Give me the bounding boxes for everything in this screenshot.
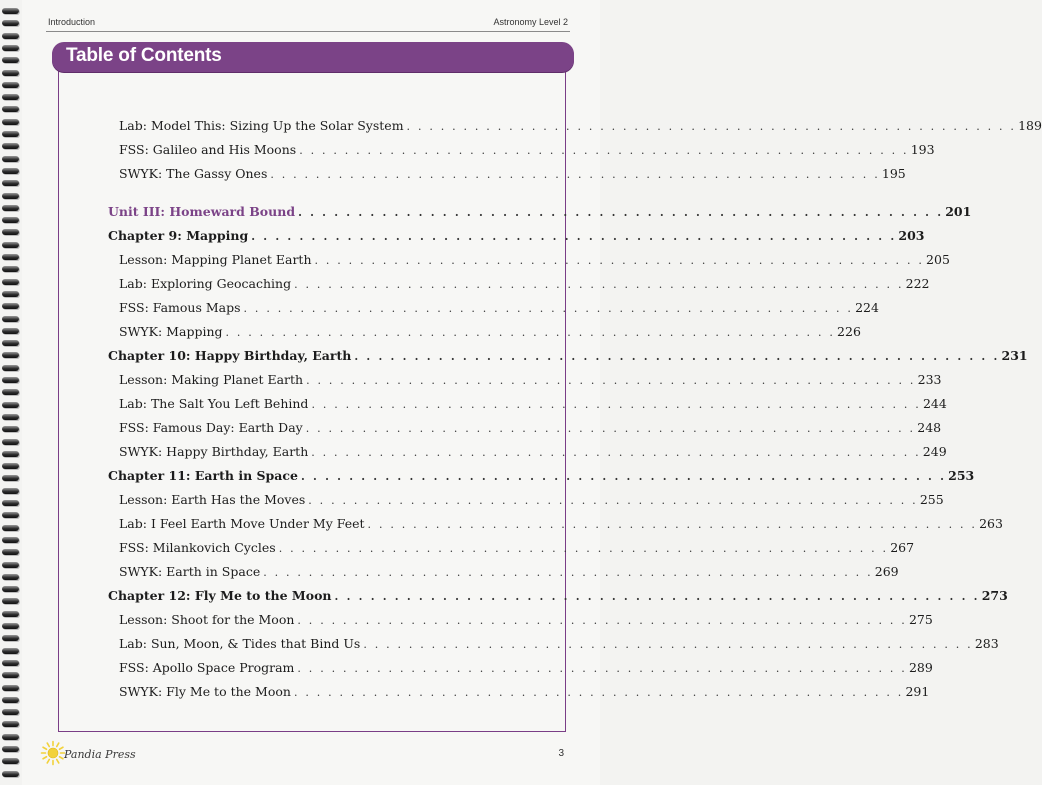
dot-leader: . . . . . . . . . . . . . . . . . . . . . . . . . . . . . . . . . . . . . . . . . . . . . . . . . . . . . . [297, 662, 907, 675]
dot-leader: . . . . . . . . . . . . . . . . . . . . . . . . . . . . . . . . . . . . . . . . . . . . . . . . . . . . . . [300, 470, 947, 483]
toc-entry-page: 289 [908, 660, 933, 675]
toc-entry-label: FSS: Famous Day: Earth Day [119, 420, 303, 435]
toc-banner [52, 42, 574, 72]
dot-leader: . . . . . . . . . . . . . . . . . . . . . . . . . . . . . . . . . . . . . . . . . . . . . . . . . . . . . . [243, 302, 854, 315]
spiral-coil [2, 623, 19, 629]
toc-entry-page: 201 [945, 204, 972, 219]
spiral-coil [2, 168, 19, 174]
toc-entry [119, 660, 933, 675]
dot-leader: . . . . . . . . . . . . . . . . . . . . . . . . . . . . . . . . . . . . . . . . . . . . . . . . . . . . . . [363, 638, 973, 651]
toc-entry-page: 275 [908, 612, 933, 627]
toc-entry-label: Chapter 12: Fly Me to the Moon [108, 588, 332, 603]
spiral-coil [2, 463, 19, 469]
spiral-coil [2, 303, 19, 309]
toc-chapter-entry [108, 588, 1008, 603]
toc-entry [119, 420, 942, 435]
toc-entry [119, 324, 861, 339]
toc-entry-label: FSS: Galileo and His Moons [119, 142, 297, 157]
dot-leader: . . . . . . . . . . . . . . . . . . . . . . . . . . . . . . . . . . . . . . . . . . . . . . . . . . . . . . [306, 374, 916, 387]
page-number: 3 [558, 748, 564, 759]
spiral-coil [2, 20, 19, 26]
spiral-coil [2, 131, 19, 137]
toc-unit-entry [108, 204, 972, 219]
toc-entry [119, 612, 933, 627]
dot-leader: . . . . . . . . . . . . . . . . . . . . . . . . . . . . . . . . . . . . . . . . . . . . . . . . . . . . . . [308, 494, 918, 507]
spiral-coil [2, 106, 19, 112]
spiral-coil [2, 291, 19, 297]
toc-entry-page: 283 [974, 636, 999, 651]
toc-entry-label: FSS: Apollo Space Program [119, 660, 295, 675]
toc-entry-page: 248 [917, 420, 942, 435]
spiral-coil [2, 414, 19, 420]
toc-entry [119, 636, 999, 651]
toc-entry-label: Lesson: Mapping Planet Earth [119, 252, 312, 267]
toc-entry-page: 203 [898, 228, 925, 243]
spiral-coil [2, 180, 19, 186]
spiral-binding [0, 8, 22, 783]
toc-entry [119, 396, 947, 411]
spiral-coil [2, 660, 19, 666]
dot-leader: . . . . . . . . . . . . . . . . . . . . . . . . . . . . . . . . . . . . . . . . . . . . . . . . . . . . . . [367, 518, 978, 531]
dot-leader: . . . . . . . . . . . . . . . . . . . . . . . . . . . . . . . . . . . . . . . . . . . . . . . . . . . . . . [334, 590, 980, 603]
dot-leader: . . . . . . . . . . . . . . . . . . . . . . . . . . . . . . . . . . . . . . . . . . . . . . . . . . . . . . [406, 120, 1017, 133]
toc-frame [58, 56, 566, 732]
toc-entry [119, 252, 950, 267]
toc-entry [119, 444, 947, 459]
spiral-coil [2, 229, 19, 235]
toc-entry-label: Lab: Sun, Moon, & Tides that Bind Us [119, 636, 361, 651]
spiral-coil [2, 33, 19, 39]
spiral-coil [2, 746, 19, 752]
dot-leader: . . . . . . . . . . . . . . . . . . . . . . . . . . . . . . . . . . . . . . . . . . . . . . . . . . . . . . [251, 230, 897, 243]
spiral-coil [2, 562, 19, 568]
spiral-coil [2, 426, 19, 432]
spiral-coil [2, 156, 19, 162]
dot-leader: . . . . . . . . . . . . . . . . . . . . . . . . . . . . . . . . . . . . . . . . . . . . . . . . . . . . . . [354, 350, 1000, 363]
toc-entry-label: SWYK: The Gassy Ones [119, 166, 268, 181]
spiral-coil [2, 549, 19, 555]
toc-entry-page: 205 [926, 252, 950, 267]
toc-entry-label: Chapter 11: Earth in Space [108, 468, 298, 483]
toc-entry-label: Lab: Exploring Geocaching [119, 276, 292, 291]
toc-entry-page: 226 [837, 324, 861, 339]
spiral-coil [2, 242, 19, 248]
toc-entry-page: 291 [905, 684, 930, 699]
toc-entry-label: Lab: The Salt You Left Behind [119, 396, 309, 411]
spiral-coil [2, 512, 19, 518]
toc-chapter-entry [108, 468, 975, 483]
spiral-coil [2, 697, 19, 703]
toc-chapter-entry [108, 348, 1028, 363]
toc-entry-page: 195 [881, 166, 906, 181]
spiral-coil [2, 611, 19, 617]
spiral-coil [2, 254, 19, 260]
spiral-coil [2, 537, 19, 543]
spiral-coil [2, 402, 19, 408]
publisher-name: Pandia Press [64, 748, 136, 761]
toc-entry-label: SWYK: Mapping [119, 324, 223, 339]
toc-entry-page: 255 [919, 492, 944, 507]
dot-leader: . . . . . . . . . . . . . . . . . . . . . . . . . . . . . . . . . . . . . . . . . . . . . . . . . . . . . . [311, 446, 921, 459]
toc-entry-page: 273 [981, 588, 1008, 603]
spiral-coil [2, 94, 19, 100]
header-rule [46, 31, 570, 32]
dot-leader: . . . . . . . . . . . . . . . . . . . . . . . . . . . . . . . . . . . . . . . . . . . . . . . . . . . . . . [298, 206, 944, 219]
spiral-coil [2, 500, 19, 506]
toc-entry-page: 263 [979, 516, 1003, 531]
spiral-coil [2, 143, 19, 149]
spiral-coil [2, 685, 19, 691]
toc-entry [119, 276, 930, 291]
running-header-right: Astronomy Level 2 [493, 17, 568, 27]
toc-entry-page: 189 [1018, 118, 1042, 133]
toc-entry-page: 224 [855, 300, 879, 315]
spiral-coil [2, 45, 19, 51]
spiral-coil [2, 8, 19, 14]
spiral-coil [2, 672, 19, 678]
toc-entry-label: Chapter 10: Happy Birthday, Earth [108, 348, 352, 363]
dot-leader: . . . . . . . . . . . . . . . . . . . . . . . . . . . . . . . . . . . . . . . . . . . . . . . . . . . . . . [270, 168, 880, 181]
dot-leader: . . . . . . . . . . . . . . . . . . . . . . . . . . . . . . . . . . . . . . . . . . . . . . . . . . . . . . [293, 686, 904, 699]
toc-title: Table of Contents [66, 45, 222, 66]
dot-leader: . . . . . . . . . . . . . . . . . . . . . . . . . . . . . . . . . . . . . . . . . . . . . . . . . . . . . . [278, 542, 889, 555]
toc-entry [119, 564, 899, 579]
toc-entry-label: Lesson: Making Planet Earth [119, 372, 304, 387]
spiral-coil [2, 635, 19, 641]
toc-entry-page: 231 [1001, 348, 1028, 363]
toc-entry-label: SWYK: Fly Me to the Moon [119, 684, 291, 699]
toc-entry-page: 244 [922, 396, 947, 411]
toc-entry-label: FSS: Milankovich Cycles [119, 540, 276, 555]
spiral-coil [2, 586, 19, 592]
spiral-coil [2, 205, 19, 211]
toc-entry-page: 233 [917, 372, 942, 387]
toc-entry-label: Chapter 9: Mapping [108, 228, 249, 243]
toc-entry-label: Lab: I Feel Earth Move Under My Feet [119, 516, 365, 531]
dot-leader: . . . . . . . . . . . . . . . . . . . . . . . . . . . . . . . . . . . . . . . . . . . . . . . . . . . . . . [263, 566, 873, 579]
dot-leader: . . . . . . . . . . . . . . . . . . . . . . . . . . . . . . . . . . . . . . . . . . . . . . . . . . . . . . [225, 326, 836, 339]
spiral-coil [2, 709, 19, 715]
spiral-coil [2, 279, 19, 285]
toc-entry [119, 300, 879, 315]
spiral-coil [2, 771, 19, 777]
toc-entry [119, 684, 930, 699]
spiral-coil [2, 57, 19, 63]
spiral-coil [2, 328, 19, 334]
spiral-coil [2, 389, 19, 395]
spiral-coil [2, 82, 19, 88]
spiral-coil [2, 377, 19, 383]
toc-entry [119, 142, 935, 157]
spiral-coil [2, 352, 19, 358]
toc-entry-label: Lesson: Earth Has the Moves [119, 492, 306, 507]
toc-entry-page: 267 [890, 540, 915, 555]
toc-entry-label: Lab: Model This: Sizing Up the Solar System [119, 118, 404, 133]
document-page [22, 0, 1042, 785]
toc-entry-label: Lesson: Shoot for the Moon [119, 612, 295, 627]
dot-leader: . . . . . . . . . . . . . . . . . . . . . . . . . . . . . . . . . . . . . . . . . . . . . . . . . . . . . . [305, 422, 916, 435]
toc-entry-page: 269 [874, 564, 899, 579]
dot-leader: . . . . . . . . . . . . . . . . . . . . . . . . . . . . . . . . . . . . . . . . . . . . . . . . . . . . . . [297, 614, 907, 627]
spiral-coil [2, 734, 19, 740]
spiral-coil [2, 217, 19, 223]
spiral-coil [2, 598, 19, 604]
spiral-coil [2, 193, 19, 199]
toc-entry [119, 118, 1042, 133]
dot-leader: . . . . . . . . . . . . . . . . . . . . . . . . . . . . . . . . . . . . . . . . . . . . . . . . . . . . . . [294, 278, 904, 291]
toc-entry [119, 540, 915, 555]
spiral-coil [2, 475, 19, 481]
spiral-coil [2, 721, 19, 727]
spiral-coil [2, 266, 19, 272]
spiral-coil [2, 365, 19, 371]
toc-entry [119, 516, 1003, 531]
toc-chapter-entry [108, 228, 925, 243]
sun-logo-icon [40, 740, 66, 766]
dot-leader: . . . . . . . . . . . . . . . . . . . . . . . . . . . . . . . . . . . . . . . . . . . . . . . . . . . . . . [314, 254, 925, 267]
spiral-coil [2, 525, 19, 531]
toc-entry-label: Unit III: Homeward Bound [108, 204, 296, 219]
dot-leader: . . . . . . . . . . . . . . . . . . . . . . . . . . . . . . . . . . . . . . . . . . . . . . . . . . . . . . [311, 398, 921, 411]
toc-entry-page: 222 [905, 276, 930, 291]
dot-leader: . . . . . . . . . . . . . . . . . . . . . . . . . . . . . . . . . . . . . . . . . . . . . . . . . . . . . . [299, 144, 909, 157]
toc-entry-page: 249 [922, 444, 947, 459]
toc-entry [119, 492, 944, 507]
publisher-logo [40, 740, 160, 768]
spiral-coil [2, 488, 19, 494]
running-header-left: Introduction [48, 17, 96, 27]
spiral-coil [2, 119, 19, 125]
spiral-coil [2, 70, 19, 76]
toc-entry-label: FSS: Famous Maps [119, 300, 241, 315]
toc-entry-page: 193 [910, 142, 935, 157]
toc-entry-label: SWYK: Earth in Space [119, 564, 261, 579]
spiral-coil [2, 340, 19, 346]
spiral-coil [2, 648, 19, 654]
spiral-coil [2, 439, 19, 445]
spiral-coil [2, 758, 19, 764]
spiral-coil [2, 574, 19, 580]
toc-entry-label: SWYK: Happy Birthday, Earth [119, 444, 309, 459]
toc-entry-page: 253 [948, 468, 975, 483]
spiral-coil [2, 451, 19, 457]
toc-entry [119, 372, 942, 387]
spiral-coil [2, 316, 19, 322]
toc-entry [119, 166, 906, 181]
